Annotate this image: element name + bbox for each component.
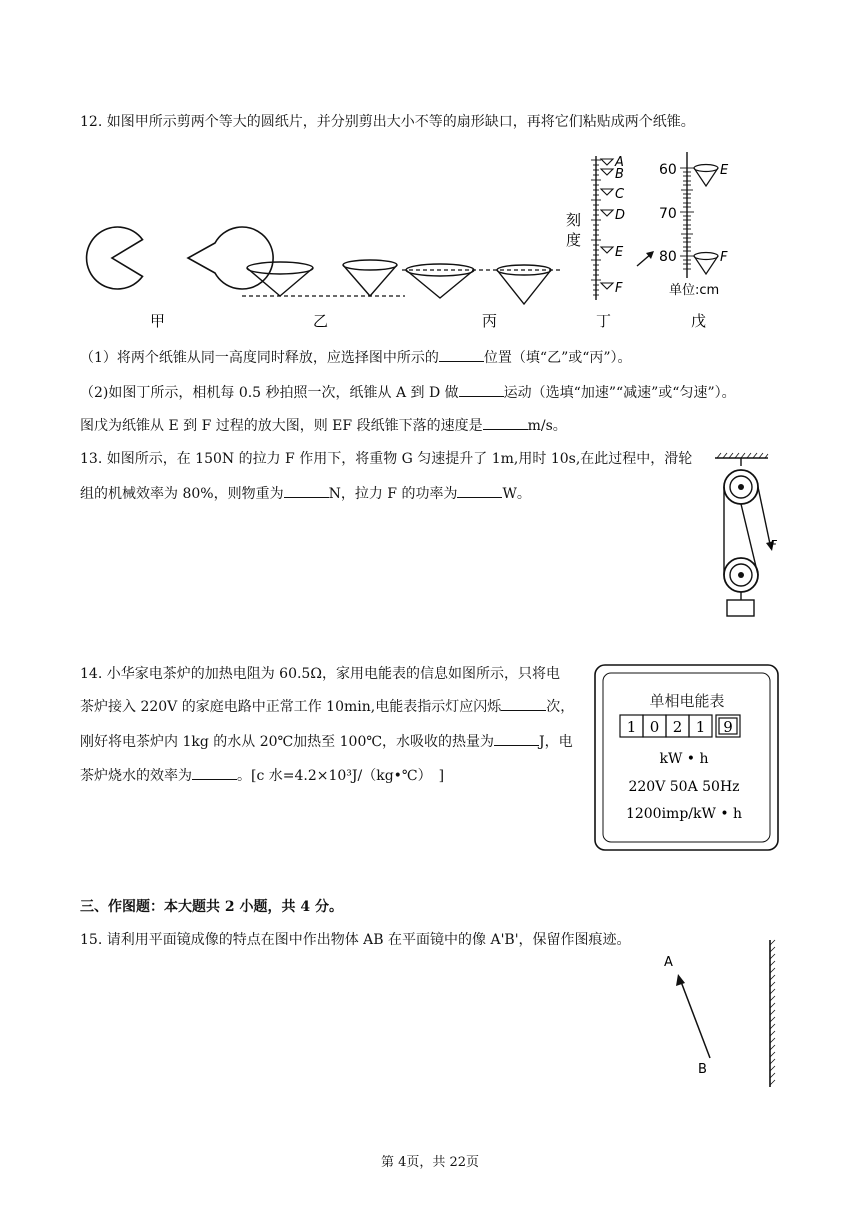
cone-wide-top — [247, 262, 313, 274]
q12-part1-text-b: 位置（填“乙”或“丙”）。 — [483, 350, 632, 366]
caption-wu: 戊 — [691, 312, 707, 330]
ding-point-d: D — [615, 208, 626, 223]
caption-bing: 丙 — [482, 312, 498, 330]
ding-axis-label-2: 度 — [566, 231, 582, 249]
meter-spec: 220V 50A 50Hz — [628, 779, 740, 795]
q13-text-a: 组的机械效率为 80%，则物重为 — [80, 486, 284, 502]
point-a-label: A — [664, 955, 673, 970]
q14-line1: 14. 小华家电茶炉的加热电阻为 60.5Ω，家用电能表的信息如图所示，只将电 — [80, 666, 560, 682]
movable-pulley-axle — [738, 572, 744, 578]
caption-ding: 丁 — [596, 312, 612, 330]
meter-digit-5: 9 — [723, 718, 733, 736]
q14-text-b: 次， — [546, 699, 575, 715]
q12-intro: 12. 如图甲所示剪两个等大的圆纸片，并分别剪出大小不等的扇形缺口，再将它们粘贴成两个纸锥。 — [80, 114, 695, 130]
object-ab — [680, 979, 710, 1058]
q14-line3 — [80, 731, 573, 752]
q13-text-b: N，拉力 F 的功率为 — [328, 486, 458, 502]
q12-part3-text-a: 图戊为纸锥从 E 到 F 过程的放大图，则 EF 段纸锥下落的速度是 — [80, 418, 483, 434]
caption-yi: 乙 — [313, 312, 329, 330]
meter-title: 单相电能表 — [649, 692, 725, 710]
weight-g — [727, 600, 754, 616]
ding-point-e: E — [615, 245, 624, 260]
q14-blank-2[interactable] — [494, 731, 539, 746]
q13-line2 — [80, 483, 531, 504]
meter-digit-1: 1 — [626, 718, 637, 736]
cone-narrow-top — [343, 260, 397, 270]
q13-blank-1[interactable] — [284, 483, 329, 498]
q14-blank-3[interactable] — [192, 765, 237, 780]
pulley-figure — [700, 448, 790, 628]
wu-tick-80: 80 — [659, 249, 677, 265]
point-b-label: B — [698, 1062, 707, 1077]
q12-blank-2[interactable] — [459, 382, 504, 397]
q12-blank-3[interactable] — [483, 415, 528, 430]
wu-unit: 单位:cm — [669, 283, 720, 298]
q14-text-c: 刚好将电茶炉内 1kg 的水从 20℃加热至 100℃，水吸收的热量为 — [80, 734, 495, 750]
q12-part1-text-a: （1）将两个纸锥从同一高度同时释放，应选择图中所示的 — [80, 350, 439, 366]
q15-text: 15. 请利用平面镜成像的特点在图中作出物体 AB 在平面镜中的像 A'B'，保留作图痕迹。 — [80, 932, 631, 948]
meter-digit-3: 2 — [672, 718, 683, 736]
ding-cones — [601, 159, 613, 289]
ding-point-b: B — [615, 167, 624, 182]
ding-axis-label-1: 刻 — [566, 211, 582, 229]
meter-unit: kW • h — [659, 751, 709, 767]
q14-line2 — [80, 696, 574, 717]
fixed-pulley-axle — [738, 484, 744, 490]
wu-point-f: F — [720, 250, 728, 265]
q13-blank-2[interactable] — [457, 483, 502, 498]
meter-imp: 1200imp/kW • h — [625, 806, 743, 822]
q14-text-e: 茶炉烧水的效率为 — [80, 768, 192, 784]
object-ab-arrowhead — [676, 974, 685, 986]
ding-point-a: A — [615, 155, 624, 170]
q12-part2 — [80, 382, 736, 403]
q12-figure — [0, 140, 860, 340]
wu-tick-70: 70 — [659, 206, 677, 222]
q12-part1 — [80, 347, 632, 368]
q14-blank-1[interactable] — [501, 696, 546, 711]
q14-text-f: 。[c 水=4.2×10³J/（kg•℃） ] — [237, 768, 445, 784]
force-label: F — [770, 538, 777, 552]
q12-part2-text-b: 运动（选填“加速”“减速”或“匀速”）。 — [503, 385, 736, 401]
q14-text-d: J，电 — [539, 734, 573, 750]
ding-point-c: C — [615, 187, 625, 202]
section3-heading: 三、作图题：本大题共 2 小题，共 4 分。 — [80, 899, 343, 915]
wu-point-e: E — [720, 163, 729, 178]
q12-blank-1[interactable] — [439, 347, 484, 362]
q14-text-a: 茶炉接入 220V 的家庭电路中正常工作 10min,电能表指示灯应闪烁 — [80, 699, 502, 715]
page-footer: 第 4页，共 22页 — [380, 1155, 480, 1170]
meter-digit-4: 1 — [695, 718, 706, 736]
q14-line4 — [80, 765, 444, 786]
caption-jia: 甲 — [150, 312, 166, 330]
q12-part3 — [80, 415, 567, 436]
q15-figure — [640, 935, 790, 1095]
circle-paper-1 — [87, 227, 143, 289]
energy-meter — [594, 664, 780, 854]
meter-digit-2: 0 — [649, 718, 660, 736]
wu-cones — [694, 165, 718, 275]
rope-pull — [758, 487, 770, 544]
q13-text-c: W。 — [502, 486, 531, 502]
q12-part3-text-b: m/s。 — [527, 418, 567, 434]
ding-point-f: F — [615, 281, 623, 296]
wu-tick-60: 60 — [659, 162, 677, 178]
q12-part2-text-a: （2)如图丁所示，相机每 0.5 秒拍照一次，纸锥从 A 到 D 做 — [80, 385, 459, 401]
q13-line1: 13. 如图所示，在 150N 的拉力 F 作用下，将重物 G 匀速提升了 1m,用时 10s,在此过程中，滑轮 — [80, 451, 693, 467]
